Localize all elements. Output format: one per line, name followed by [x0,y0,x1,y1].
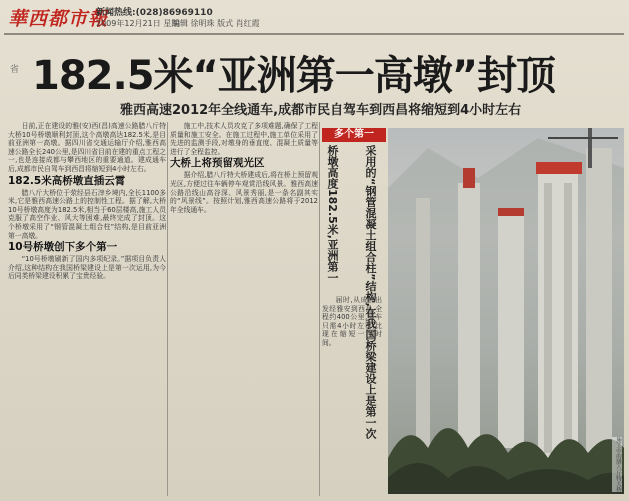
article-column-2 [170,122,318,496]
column-divider [319,122,320,496]
photo-caption: 施工中的腊八斤特大桥 [612,437,622,492]
article-paragraph: “10号桥墩刷新了国内多项纪录。”据项目负责人介绍,这种结构在我国桥梁建设上是第一次运用,为今后同类桥梁建设积累了宝贵经验。 [8,255,166,281]
article-column-1 [8,122,166,496]
section-heading-1: 182.5米高桥墩直插云霄 [8,174,126,187]
article-paragraph: 届时,从成都出发经雅安到西昌,全程约400公里,驾车只需4小时左右,比现在缩短一半时间。 [322,296,382,347]
highlight-vertical-2: 采用的“钢管混凝土组合柱”结构,在我国桥梁建设上是第一次 [364,145,377,439]
article-intro: 日前,正在建设的雅(安)西(昌)高速公路腊八斤特大桥10号桥墩顺利封顶,这个高墩高达182.5米,是目前亚洲第一高墩。据四川省交通运输厅介绍,雅西高速公路全长240公里,是四川省目前在建的重点工程之一,也是连接成都与攀西地区的重要通道。建成通车后,成都市民自驾车到西昌将缩短到4小时左右。 [8,122,166,173]
article-paragraph: 施工中,技术人员攻克了多项难题,确保了工程质量和施工安全。在施工过程中,施工单位采用了先进的监测手段,对墩身的垂直度、混凝土质量等进行了全程监控。 [170,122,318,156]
article-paragraph: 腊八斤大桥位于荥经县石滓乡境内,全长1100多米,它是雅西高速公路上的控制性工程。据了解,大桥10号桥墩高度为182.5米,相当于60层楼高,施工人员克服了高空作业、风大等困难,最终完成了封顶。这个桥墩采用了“钢管混凝土组合柱”结构,是目前亚洲第一高墩。 [8,188,166,240]
news-hotline: 新闻热线:(028)86969110 [96,8,213,18]
masthead [4,2,624,34]
editor-credit: 编辑 徐明珠 版式 肖红霞 [172,19,260,28]
masthead-rule [4,33,624,35]
article-paragraph: 据介绍,腊八斤特大桥建成后,将在桥上预留观光区,方便过往车辆停车观赏沿线风景。雅西高速公路沿线山高谷深、风景秀丽,是一条名副其实的“风景线”。按照计划,雅西高速公路将于2012年全线通车。 [170,171,318,214]
issue-date: 2009年12月21日 星期一 [96,19,188,28]
highlight-vertical-1: 桥墩高度182.5米,亚洲第一 [326,145,339,283]
highlight-label: 多个第一 [322,128,386,142]
subheadline: 雅西高速2012年全线通车,成都市民自驾车到西昌将缩短到4小时左右 [120,103,522,118]
column-divider [167,122,168,496]
headline: 182.5米“亚洲第一高墩”封顶 [32,53,556,99]
article-column-3 [322,296,382,496]
bridge-pier-photo [388,128,624,494]
newspaper-logo: 華西都市報 [8,8,109,30]
section-heading-2: 10号桥墩创下多个第一 [8,241,118,254]
section-heading-3: 大桥上将预留观光区 [170,157,265,170]
photo-illustration [388,128,624,494]
section-tag: 省 [10,65,20,75]
